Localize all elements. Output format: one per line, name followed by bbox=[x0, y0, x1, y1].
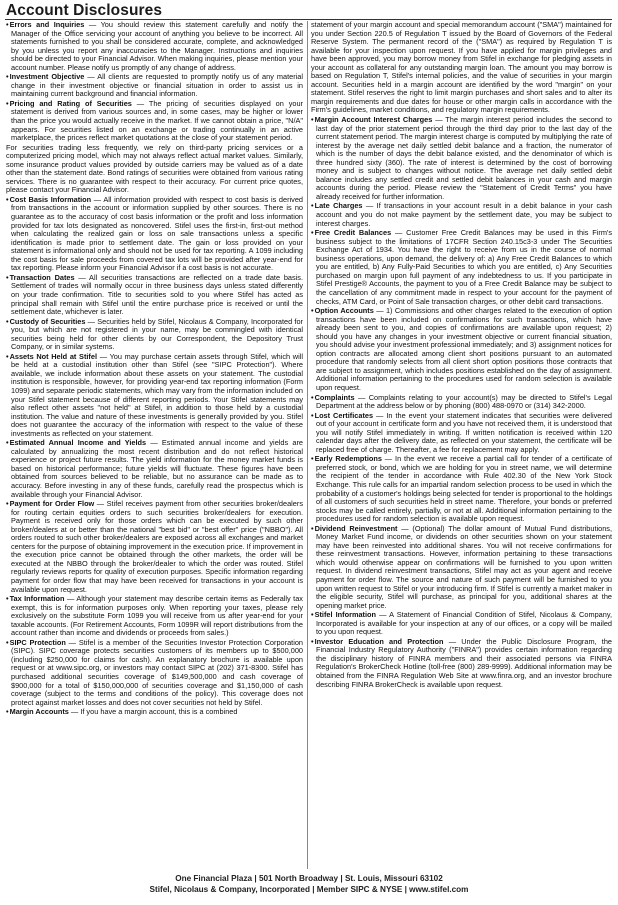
disclosure-text: — Estimated annual income and yields are calculated by annualizing the most recent distribution and do not reflect historical experience or project future results. The yield information for the money market funds is based on historical performance; future yields will fluctuate. These figures have been obtained from sources believed to be reliable, but no assurance can be made as to accuracy. Before investing in any of these funds, carefully read the prospectus which is available through your Financial Advisor. bbox=[11, 438, 303, 499]
disclosure-estimated-annual-income-and-yields bbox=[6, 439, 303, 499]
disclosure-pricing-and-rating-of-securities bbox=[6, 100, 303, 143]
disclosure-continued-text: For securities trading less frequently, we rely on third-party pricing services or a computerized pricing model, which may not always reflect actual market values. Similarly, some insurance product values provided by outside carriers may be valued as of a date other than the statement date. Bond ratings of securities were obtained from various rating services. There is no guarantee with respect to their accuracy. For current price quotes, please contact your Financial Advisor. bbox=[6, 142, 303, 195]
disclosure-investor-education-and-protection bbox=[311, 638, 612, 689]
disclosure-text: — A Statement of Financial Condition of Stifel, Nicolaus & Company, Incorporated is available for your inspection at any of our offices, or a copy will be mailed to you upon request. bbox=[316, 610, 612, 637]
disclosure-text: — 1) Commissions and other charges related to the execution of option transactions have been included on confirmations for such transactions, which have already been sent to you, and copies of confirmations are available upon request; 2) should you have any changes in your investment objective or current financial situation, you should advise your investment professional immediately; and 3) assignment notices for option contracts are allocated among client short positions pursuant to an automated procedure that randomly selects from all client short option positions those contracts that are subject to assignment, which includes positions established on the day of assignment. Additional information pertaining to the procedures used for random selection is available upon request. bbox=[316, 306, 612, 392]
disclosure-margin-account-interest-charges bbox=[311, 116, 612, 201]
disclosure-text: — Customer Free Credit Balances may be used in this Firm's business subject to the limitations of 17CFR Section 240.15c3-3 under The Securities Exchange Act of 1934. You have the right to receive from us in the course of normal business operations, upon demand, the delivery of: a) Any Free Credit Balances to which you are entitled, b) Any Fully-Paid Securities to which you are entitled, c) Any Securities purchased on margin upon full payment of any indebtedness to us. If you participate in Stifel Prestige® Accounts, the payment to you of a Free Credit Balance may be subject to the cancellation of any commitment made in respect to your account for the payment of checks, ATM Card, or Point of Sale transaction charges, or other debit card transactions. bbox=[316, 228, 612, 306]
disclosure-text: — (Optional) The dollar amount of Mutual Fund distributions, Money Market Fund income, or dividends on other securities shown on your statement may have been reinvested into additional shares. You will not receive confirmations for these reinvestment transactions. However, information pertaining to these transactions which would otherwise appear on confirmations will be furnished to you upon written request. In dividend reinvestment transactions, Stifel may act as your agent and receive payment for order flow. The source and nature of such payment will be furnished to you upon written request to Stifel or your introducing firm. If Stifel is currently a market maker in the eligible security, Stifel will purchase, as principal for you, additional shares at the opening market price. bbox=[316, 523, 612, 610]
disclosure-transaction-dates bbox=[6, 274, 303, 317]
disclosure-dividend-reinvestment bbox=[311, 525, 612, 610]
disclosure-lost-certificates bbox=[311, 412, 612, 455]
disclosure-late-charges bbox=[311, 202, 612, 228]
disclosure-heading: • Option Accounts bbox=[311, 306, 374, 315]
disclosure-text: — All securities transactions are reflected on a trade date basis. Settlement of trades will normally occur in three business days unless stated differently on your trade confirmation. Title to securities sold to you where Stifel has acted as principal shall remain with Stifel until the entire purchase price is received or until the settlement date, whichever is later. bbox=[11, 272, 303, 317]
disclosure-cost-basis-information bbox=[6, 196, 303, 273]
disclosure-text: — Although your statement may describe certain items as Federally tax exempt, this is for information purposes only. When reporting your taxes, please rely exclusively on the substitute Form 1099 you will receive from us after year-end for your taxable accounts. (For Retirement Accounts, Form 1099R will report distributions from the account rather than income and dividends or proceeds from sales.) bbox=[11, 594, 303, 638]
disclosure-heading: • Margin Account Interest Charges bbox=[311, 115, 432, 124]
disclosure-heading: • Payment for Order Flow bbox=[6, 499, 94, 508]
disclosure-heading: • Lost Certificates bbox=[311, 411, 373, 420]
disclosure-heading: • Free Credit Balances bbox=[311, 228, 391, 237]
footer-company: Stifel, Nicolaus & Company, Incorporated | Member SIPC & NYSE | www.stifel.com bbox=[149, 885, 469, 894]
disclosure-heading: • Tax Information bbox=[6, 594, 65, 603]
disclosure-assets-not-held-at-stifel bbox=[6, 353, 303, 438]
disclosure-text: — You may purchase certain assets through Stifel, which will be held at a custodial institution other than Stifel (see "SIPC Protection"). Where available, we include information about these assets on your statement. The custodial institution is responsible, however, for providing year-end tax reporting information (Form 1099) and separate periodic statements, which may vary from the information included on your Stifel statement because of different reporting periods. Your Stifel statements may also reflect other assets "not held" at Stifel, in addition to those held by a custodial institution. The value and nature of these investments is generally provided by you. Stifel does not guarantee the accuracy of the information with respect to the value of these investments as reflected on your statement. bbox=[11, 351, 303, 438]
disclosure-heading: • Custody of Securities bbox=[6, 317, 85, 326]
disclosure-investment-objective bbox=[6, 73, 303, 99]
disclosure-text: — All clients are requested to promptly notify us of any material change in their investment objective or financial situation in order to assist us in maintaining current background and financial information. bbox=[11, 72, 303, 99]
disclosure-text: — The pricing of securities displayed on your statement is derived from various sources and, in some cases, may be higher or lower than the price you would actually receive in the market. If we cannot obtain a price, "N/A" appears. For securities listed on an exchange or trading continually in an active marketplace, the prices reflect market quotations at the close of your statement period. bbox=[11, 98, 303, 143]
disclosure-sipc-protection bbox=[6, 639, 303, 707]
disclosure-payment-for-order-flow bbox=[6, 500, 303, 594]
disclosure-heading: • Early Redemptions bbox=[311, 454, 382, 463]
disclosure-text: — All information provided with respect to cost basis is derived from transactions in the account or information supplied by other sources. There is no guarantee as to the accuracy of cost basis information or the profit and loss information provided for tax lots designated as noncovered. Stifel uses the first-in, first-out method when calculating the realized gain or loss on sale transactions unless a specific identification is made prior to settlement date. The gain or loss provided on your statement is informational only and should not be used for tax reporting. A 1099 including the cost basis for sale proceeds from covered tax lots will be provided after year-end for tax reporting. Please inform your Financial Advisor if a cost basis is not accurate. bbox=[11, 194, 303, 273]
disclosure-text: — You should review this statement carefully and notify the Manager of the Office servicing your account of anything you believe to be incorrect. All statements furnished to you shall be considered accurate, complete, and acknowledged by you unless you report any inaccuracies to the Manager. Instructions and inquiries should be directed to your Financial Advisor. When making inquiries, please mention your account number. Please notify us promptly of any change of address. bbox=[11, 21, 303, 72]
disclosure-heading: • Complaints bbox=[311, 393, 355, 402]
disclosure-early-redemptions bbox=[311, 455, 612, 523]
disclosure-free-credit-balances bbox=[311, 229, 612, 306]
disclosure-margin-accounts bbox=[6, 708, 303, 717]
left-column bbox=[6, 21, 303, 869]
disclosure-text: — Stifel receives payment from other securities broker/dealers for routing certain equities orders to such securities broker/dealers for execution. Payment is received only for those orders which can be executed by such other broker/dealers at or better than the national "best bid" or "best offer" price ("NBBO"). All orders routed to such other broker/dealers are exposed across all exchanges and market centers for the purpose of obtaining improvement in the execution price. If improvement in the execution price cannot be obtained through the other markets, the order will be executed at the NBBO through the broker/dealer to which the order was routed. Stifel regularly reviews reports for quality of execution purposes. Specific information regarding payment for order flow that may have been received for transactions in your account is available upon request. bbox=[11, 499, 303, 594]
disclosure-errors-and-inquiries bbox=[6, 21, 303, 72]
footer-address: One Financial Plaza | 501 North Broadway | St. Louis, Missouri 63102 bbox=[175, 874, 443, 883]
disclosure-heading: • Margin Accounts bbox=[6, 707, 69, 716]
disclosure-text: — If transactions in your account result in a debit balance in your cash account and you do not make payment by the settlement date, you may be subject to interest charges. bbox=[316, 201, 612, 228]
disclosure-text: — In the event we receive a partial call for tender of a certificate of preferred stock, or bond, which we are holding for you in street name, we will determine the recipient of the tender in accordance with Rule 402.30 of the New York Stock Exchange. This rule calls for an impartial random selection process to be used in which the probability of a customer's holdings being selected for tender is proportional to the holdings of all customers of such securities held in street name. Therefore, your bonds or preferred stocks may be called entirely, partially, or not at all. Additional information pertaining to the procedures used for random selection is available upon request. bbox=[316, 454, 612, 524]
disclosure-continued-text: statement of your margin account and special memorandum account ("SMA") maintained for you under Section 220.5 of Regulation T issued by the Board of Governors of the Federal Reserve System. The permanent record of the ("SMA") as required by Regulation T is available for your inspection upon request. If you have applied for margin privileges and have been approved, you may borrow money from Stifel in exchange for pledging assets in your account as collateral for any outstanding margin loan. The amount you may borrow is based on Regulation T, Stifel's internal policies, and the value of securities in your margin account. Securities held in a margin account are identified by the word "margin" on your statement. Stifel reserves the right to limit margin purchases and short sales and to alter its margin requirements and due dates for house or other margin calls in accordance with the Firm's guidelines, market conditions, and regulatory margin requirements. bbox=[311, 21, 612, 115]
disclosure-heading: • SIPC Protection bbox=[6, 638, 66, 647]
disclosure-option-accounts bbox=[311, 307, 612, 392]
title-underline bbox=[5, 19, 612, 20]
disclosure-heading: • Stifel Information bbox=[311, 610, 376, 619]
disclosure-text: — Under the Public Disclosure Program, the Financial Industry Regulatory Authority ("FINRA") provides certain information regarding the disciplinary history of FINRA members and their associated persons via FINRA Regulation's BrokerCheck Hotline (toll-free (800) 289-9999). Additional information may be obtained from the FINRA Regulation Web Site at www.finra.org, and an investor brochure describing FINRA BrokerCheck is available upon request. bbox=[316, 636, 612, 689]
disclosure-text: — In the event your statement indicates that securities were delivered out of your account in certificate form and you have not received them, it is understood that you will notify Stifel immediately in writing. If written notification is received within 120 calendar days after the delivery date, as reflected on your statement, the certificate will be replaced free of charge. Thereafter, a fee for replacement may apply. bbox=[316, 410, 612, 454]
disclosure-text: — Stifel is a member of the Securities Investor Protection Corporation (SIPC). SIPC coverage protects securities customers of its members up to $500,000 (including $250,000 for claims for cash). An explanatory brochure is available upon request or at www.sipc.org, or investors may contact SIPC at (202) 371-8300. Stifel has purchased additional securities coverage of $149,500,000 and cash coverage of $900,000 for a total of $150,000,000 of securities coverage and $1,150,000 of cash coverage (subject to the terms and conditions of the policy). This coverage does not protect against market losses and does not cover securities not held by Stifel. bbox=[11, 637, 303, 707]
disclosure-heading: • Late Charges bbox=[311, 201, 362, 210]
disclosure-text: — Complaints relating to your account(s) may be directed to Stifel's Legal Department at the address below or by phoning (800) 488-0970 or (314) 342-2000. bbox=[316, 392, 612, 411]
disclosure-heading: • Pricing and Rating of Securities bbox=[6, 99, 132, 108]
disclosure-text: — If you have a margin account, this is a combined bbox=[68, 707, 238, 717]
disclosure-custody-of-securities bbox=[6, 318, 303, 352]
disclosure-stifel-information bbox=[311, 611, 612, 637]
disclosure-heading: • Dividend Reinvestment bbox=[311, 524, 398, 533]
disclosure-text: — Securities held by Stifel, Nicolaus & Company, Incorporated for you, but which are not registered in your name, may be commingled with identical securities being held for other clients by our Correspondent, the Depository Trust Company, or in similar systems. bbox=[11, 316, 303, 352]
disclosure-heading: • Errors and Inquiries bbox=[6, 21, 84, 29]
column-divider bbox=[307, 21, 308, 869]
disclosure-heading: • Investor Education and Protection bbox=[311, 637, 444, 646]
disclosure-heading: • Cost Basis Information bbox=[6, 195, 91, 204]
disclosure-text: — The margin interest period includes the second to last day of the prior statement period through the third day prior to the last day of the current statement period. The margin interest charge is computed by multiplying the rate of interest by the average net daily settled debit balance and a fraction, the numerator of which is the number of days the debit balance existed, and the denominator of which is three hundred sixty (360). The rate of interest is determined by the cost of borrowing money and is subject to changes without notice. The average net daily settled debit balance includes any settled credit and settled debit balances in your cash and margin accounts during the period. Please review the "Statement of Credit Terms" you have already received for further information. bbox=[316, 115, 612, 201]
disclosure-heading: • Investment Objective bbox=[6, 72, 84, 81]
right-column bbox=[311, 21, 612, 869]
page-title: Account Disclosures bbox=[6, 2, 163, 19]
disclosure-tax-information bbox=[6, 595, 303, 638]
disclosure-heading: • Estimated Annual Income and Yields bbox=[6, 438, 146, 447]
disclosure-complaints bbox=[311, 394, 612, 411]
disclosure-heading: • Transaction Dates bbox=[6, 273, 75, 282]
disclosure-heading: • Assets Not Held at Stifel bbox=[6, 352, 97, 361]
